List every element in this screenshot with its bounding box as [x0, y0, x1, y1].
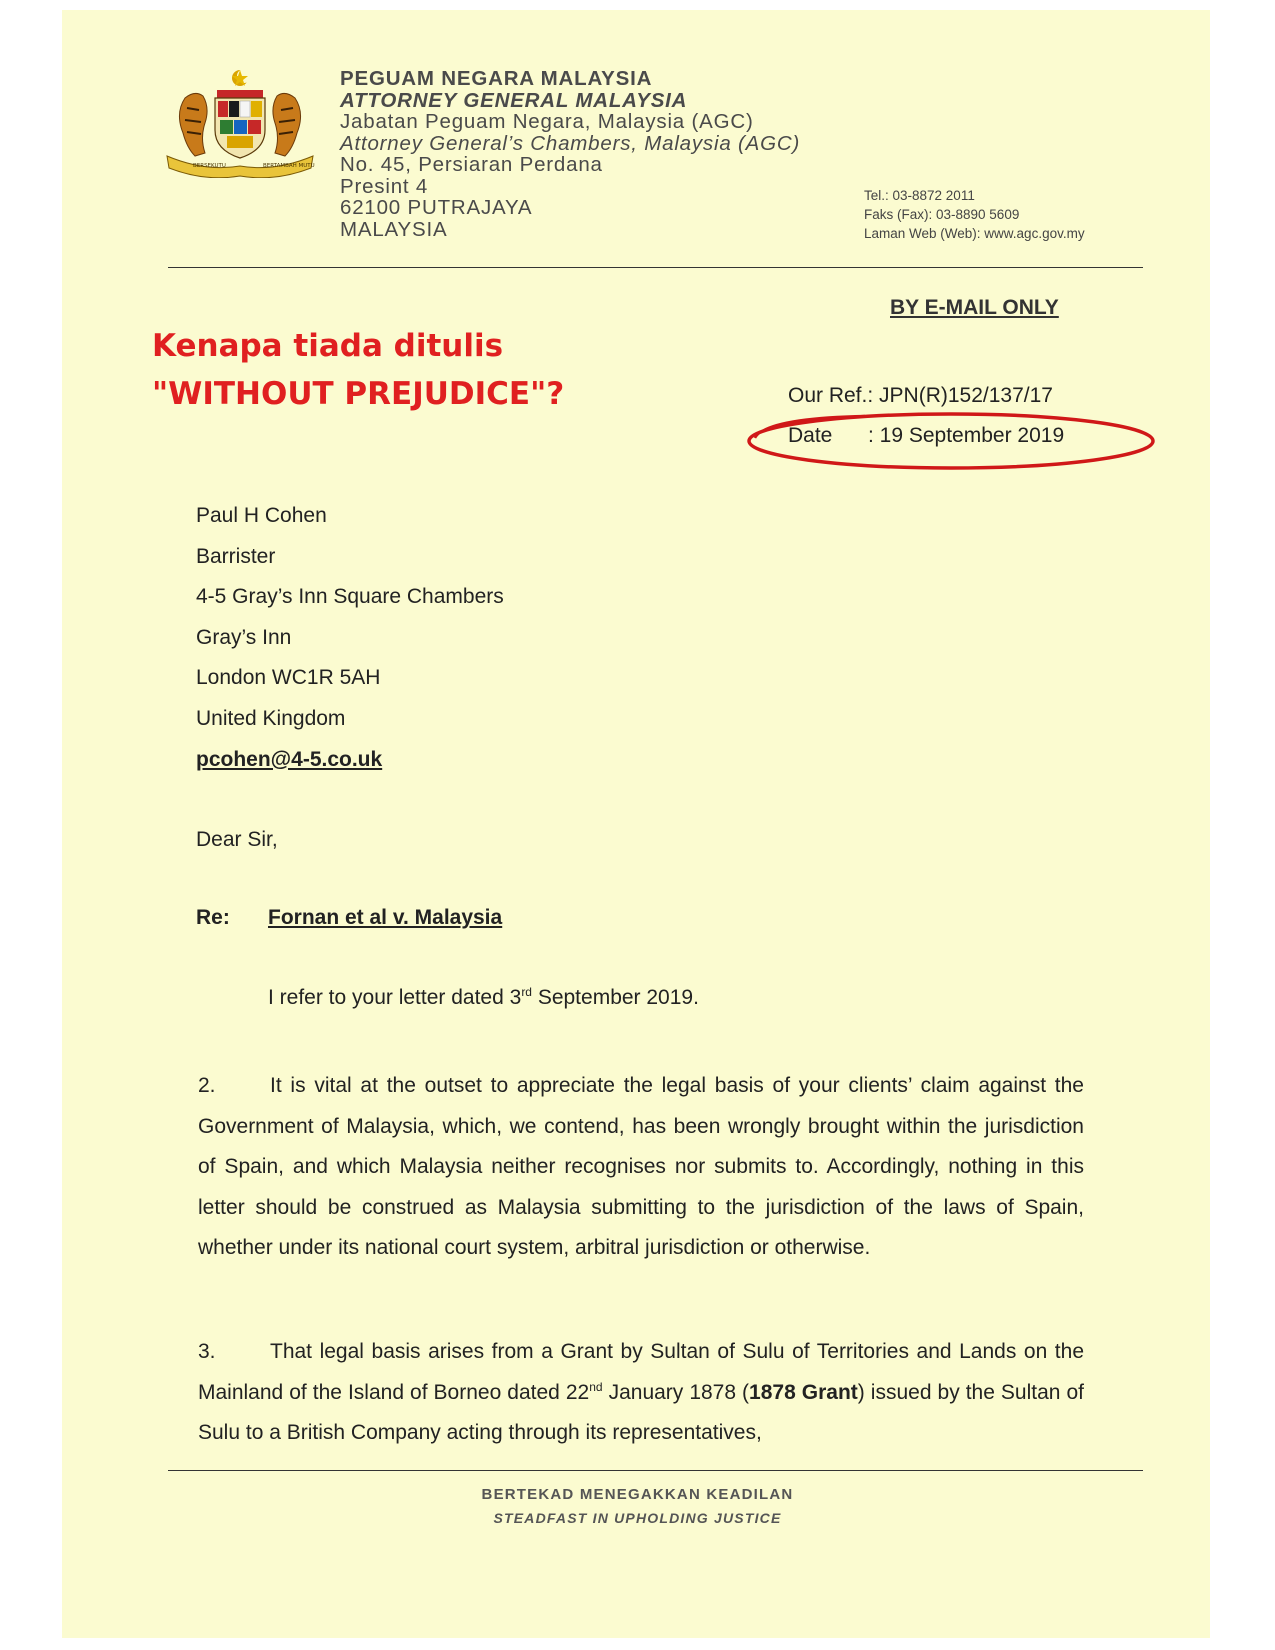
paragraph-3: [198, 1332, 1084, 1454]
coat-of-arms-icon: [165, 68, 315, 178]
contact-web: Laman Web (Web): www.agc.gov.my: [864, 226, 1085, 241]
agency-precinct: Presint 4: [340, 174, 429, 198]
agency-name-ms: PEGUAM NEGARA MALAYSIA: [340, 67, 653, 90]
footer-divider: [168, 1470, 1143, 1471]
date-label: Date: [788, 424, 833, 447]
agency-country: MALAYSIA: [340, 217, 448, 241]
red-circle-annotation-icon: [745, 410, 1157, 472]
paragraph-3-number: 3.: [198, 1340, 216, 1363]
crest-ribbon-left: BERSEKUTU: [193, 163, 226, 169]
annotation-line-1: Kenapa tiada ditulis: [152, 328, 504, 364]
paragraph-2-text: It is vital at the outset to appreciate the legal basis of your clients’ claim against the Government of Malaysia, which, we contend, has been wrongly brought within the jurisdiction of Spain, and which Malaysia neither recognises nor submits to. Accordingly, nothing in this letter should be construed as Malaysia submitting to the jurisdiction of the laws of Spain, whether under its national court system, arbitral jurisdiction or otherwise.: [198, 1074, 1084, 1260]
addressee-block: [196, 496, 504, 780]
addressee-chambers: 4-5 Gray’s Inn Square Chambers: [196, 585, 504, 609]
salutation: Dear Sir,: [196, 828, 278, 851]
intro-sup: rd: [521, 985, 532, 999]
addressee-title: Barrister: [196, 544, 276, 568]
paragraph-3-text-a: That legal basis arises from a Grant by Sultan of Sulu of Territories and Lands on the Mainland of the Island of Borneo dated 22: [198, 1340, 1084, 1404]
paragraph-2-number: 2.: [198, 1074, 216, 1097]
addressee-email-link[interactable]: pcohen@4-5.co.uk: [196, 747, 383, 771]
addressee-city: London WC1R 5AH: [196, 666, 381, 690]
intro-paragraph: [268, 986, 699, 1010]
handwritten-annotation: [152, 322, 564, 418]
addressee-country: United Kingdom: [196, 706, 346, 730]
footer-motto-en: STEADFAST IN UPHOLDING JUSTICE: [493, 1510, 782, 1526]
intro-text-after: September 2019.: [531, 986, 699, 1009]
agency-address-block: [340, 68, 800, 240]
footer-motto-ms: BERTEKAD MENEGAKKAN KEADILAN: [481, 1486, 794, 1503]
contact-block: [864, 186, 1085, 243]
paragraph-3-text-c: ) issued by the Sultan of Sulu to a British Company acting through its representatives,: [198, 1380, 1084, 1445]
agency-postcode-city: 62100 PUTRAJAYA: [340, 196, 533, 219]
paragraph-2: [198, 1066, 1084, 1269]
annotation-line-2: "WITHOUT PREJUDICE"?: [152, 376, 565, 412]
date-value: : 19 September 2019: [868, 424, 1065, 447]
agency-street: No. 45, Persiaran Perdana: [340, 153, 603, 176]
addressee-inn: Gray’s Inn: [196, 625, 292, 649]
delivery-method: BY E-MAIL ONLY: [890, 296, 1059, 319]
contact-fax: Faks (Fax): 03-8890 5609: [864, 207, 1020, 222]
agency-dept-ms: Jabatan Peguam Negara, Malaysia (AGC): [340, 110, 754, 133]
re-title: Fornan et al v. Malaysia: [268, 906, 503, 929]
agency-dept-en: Attorney General’s Chambers, Malaysia (AGC): [340, 131, 801, 155]
crest-ribbon-right: BERTAMBAH MUTU: [263, 163, 315, 169]
agency-name-en: ATTORNEY GENERAL MALAYSIA: [340, 88, 688, 112]
intro-text-before: I refer to your letter dated 3: [268, 986, 522, 1009]
re-label: Re:: [196, 906, 230, 929]
addressee-name: Paul H Cohen: [196, 504, 327, 527]
contact-tel: Tel.: 03-8872 2011: [864, 188, 975, 203]
our-ref: Our Ref.: JPN(R)152/137/17: [788, 384, 1053, 407]
paragraph-3-text-b: January 1878 (: [602, 1380, 750, 1404]
header-divider: [168, 267, 1143, 268]
paragraph-3-bold: 1878 Grant: [749, 1380, 858, 1404]
paragraph-3-sup: nd: [589, 1379, 603, 1394]
